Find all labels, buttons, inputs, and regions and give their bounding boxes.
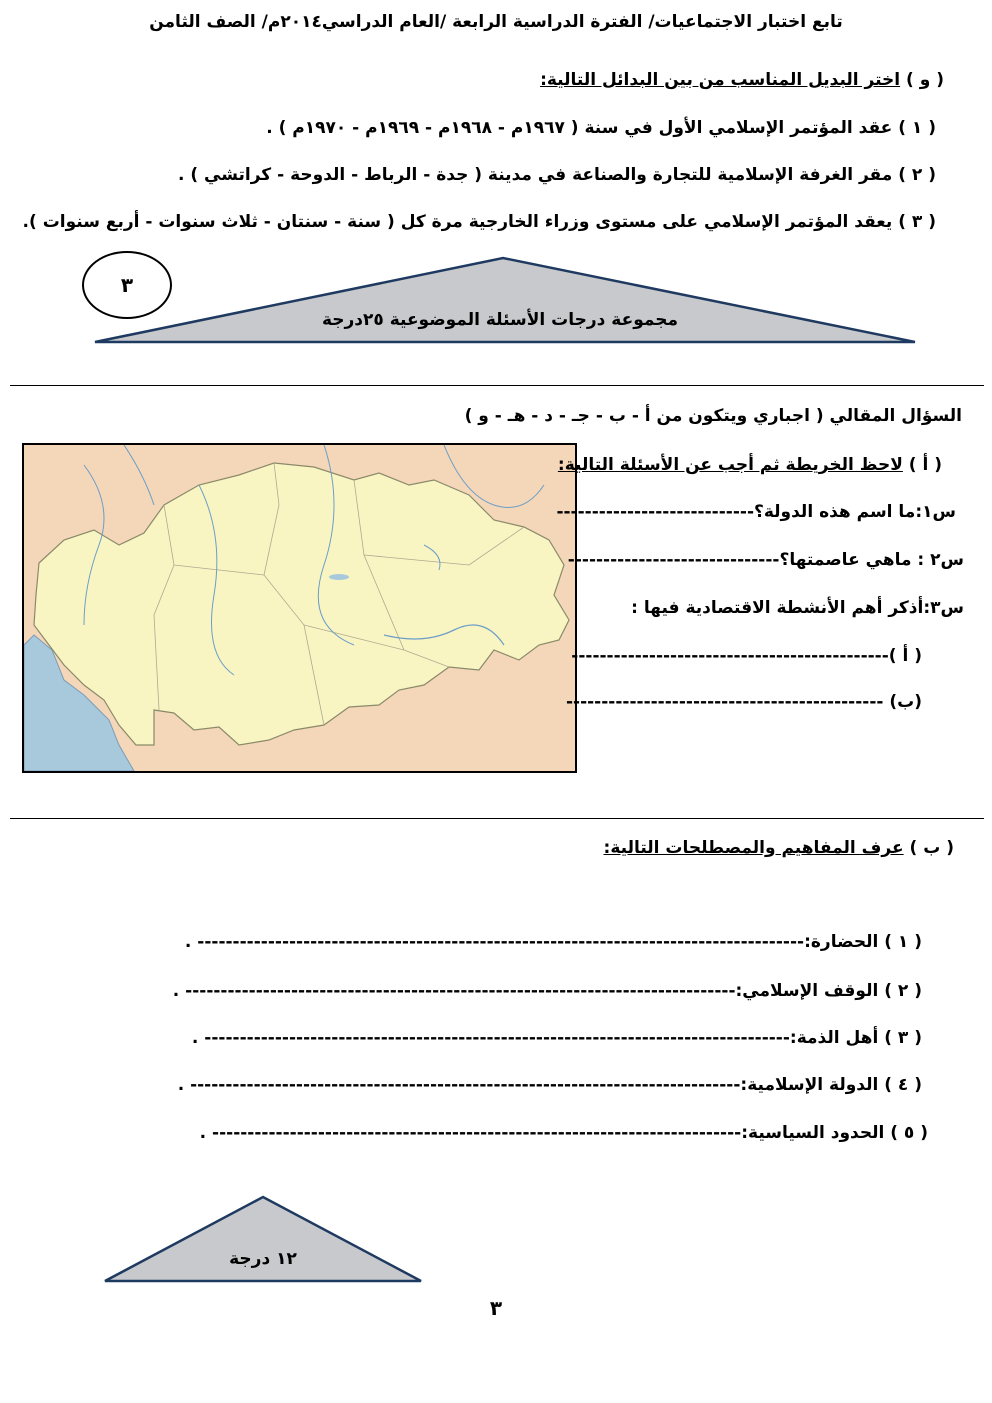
section-waw-label: ( و ) <box>906 70 944 90</box>
page-number: ٣ <box>489 1296 503 1320</box>
definition-item-2: ( ٢ ) الوقف الإسلامي:------------------------------------------------------------------------------ . <box>172 981 922 1001</box>
definition-item-4: ( ٤ ) الدولة الإسلامية:------------------------------------------------------------------------------ . <box>177 1075 922 1095</box>
map-question-3b: (ب) --------------------------------------------- <box>565 692 922 712</box>
score-circle-value: ٣ <box>120 273 134 297</box>
page-header: تابع اختبار الاجتماعيات/ الفترة الدراسية الرابعة /العام الدراسي٢٠١٤م/ الصف الثامن <box>149 12 843 32</box>
mcq-question-1: ( ١ ) عقد المؤتمر الإسلامي الأول في سنة ( ١٩٦٧م - ١٩٦٨م - ١٩٦٩م - ١٩٧٠م ) . <box>266 118 936 138</box>
map-question-3a: ( أ )--------------------------------------------- <box>571 646 922 666</box>
map-question-3: س٣:أذكر أهم الأنشطة الاقتصادية فيها : <box>631 598 964 618</box>
map-question-1: س١:ما اسم هذه الدولة؟---------------------------- <box>556 502 956 522</box>
essay-intro: السؤال المقالي ( اجباري ويتكون من أ - ب - جـ - د - هـ - و ) <box>464 406 962 426</box>
part-b-instruction: عرف المفاهيم والمصطلحات التالية: <box>603 838 904 858</box>
part-a-label: ( أ ) <box>908 455 942 475</box>
map-question-2: س٢ : ماهي عاصمتها؟------------------------------ <box>567 550 964 570</box>
objective-total-label: مجموعة درجات الأسئلة الموضوعية ٢٥درجة <box>321 310 679 330</box>
part-a-instruction: لاحظ الخريطة ثم أجب عن الأسئلة التالية: <box>557 455 903 475</box>
definition-item-3: ( ٣ ) أهل الذمة:----------------------------------------------------------------------------------- . <box>191 1028 922 1048</box>
section-waw-instruction: اختر البديل المناسب من بين البدائل التالية: <box>540 70 901 90</box>
mcq-question-3: ( ٣ ) يعقد المؤتمر الإسلامي على مستوى وزراء الخارجية مرة كل ( سنة - سنتان - ثلاث سنوات - أربع سنوات ). <box>22 212 936 232</box>
part-b-score-label: ١٢ درجة <box>229 1249 297 1269</box>
mcq-question-2: ( ٢ ) مقر الغرفة الإسلامية للتجارة والصناعة في مدينة ( جدة - الرباط - الدوحة - كراتشي ) . <box>177 165 936 185</box>
definition-item-5: ( ٥ ) الحدود السياسية:--------------------------------------------------------------------------- . <box>199 1123 928 1143</box>
definition-item-1: ( ١ ) الحضارة:-------------------------------------------------------------------------------------- . <box>184 932 922 952</box>
part-b-label: ( ب ) <box>909 838 954 858</box>
